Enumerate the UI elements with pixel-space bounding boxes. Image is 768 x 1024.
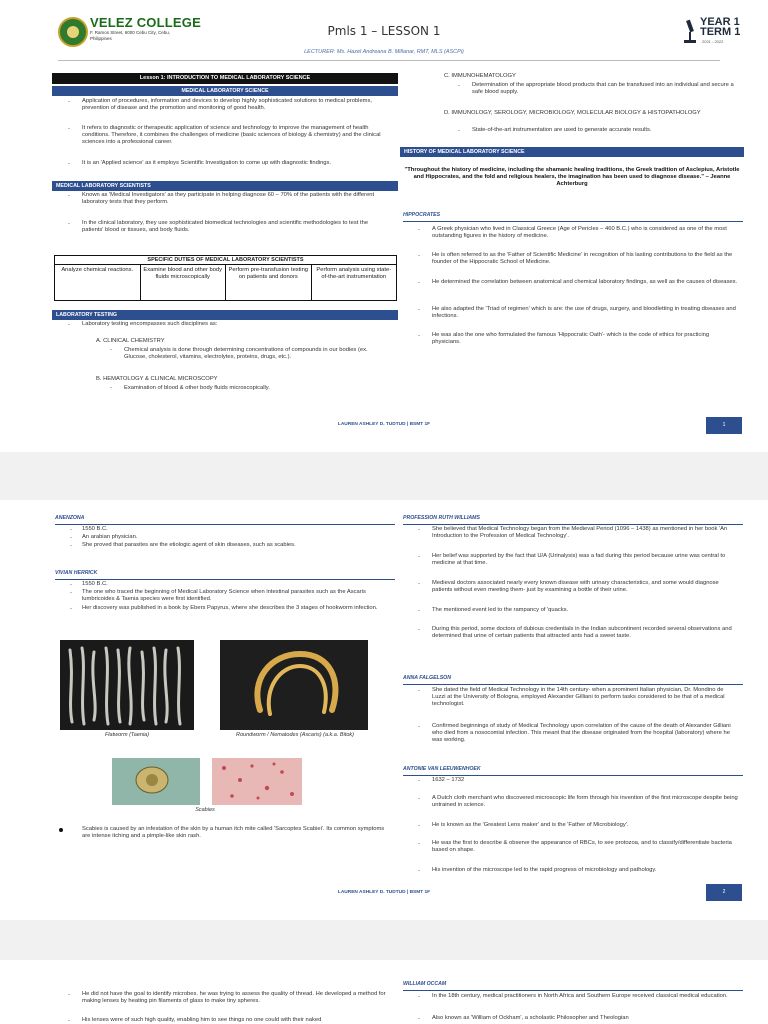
scientists-item: In the clinical laboratory, they use sophisticated biomedical technologies and scientific methodologies to test the patients' blood or tissues, and body fluids. xyxy=(82,220,369,234)
discipline-d-title: D. IMMUNOLOGY, SEROLOGY, MICROBIOLOGY, MOLECULAR BIOLOGY & HISTOPATHOLOGY xyxy=(444,110,701,116)
mls-item: It is an 'Applied science' as it employs Scientific Investigation to come up with diagnostic findings. xyxy=(82,160,332,166)
anenzona-item: An arabian physician. xyxy=(82,534,138,540)
discipline-a-title: A. CLINICAL CHEMISTRY xyxy=(96,338,165,344)
page-1: VELEZ COLLEGE F. Ramos Street, 6000 Cebu City, Cebu, Philippines Pmls 1 – LESSON 1 LECTURER: Ms. Hazel Andreana B. Millanar, RMT, MLS (ASCPi) YEAR 1 TERM 1 2021 - 2022 Lesson 1: INTRODUCTION TO MEDICAL LABORATORY SCIENCE MEDICAL LABORATORY SCIENCE - Application of procedures, information and devices to develop highly sophisticated solutions to medical problems, prevention of disease and the promotion and monitoring of good health. - It refers to diagnostic or therapeutic application of science and technology to improve the management of health conditions. Therefore, it combines the challenges of medicine (basic sciences of biology & chemistry) and the clinical sciences into a professional career. - It is an 'Applied science' as it employs Scientific Investigation to come up with diagnostic findings. MEDICAL LABORATORY SCIENTISTS - Known as 'Medical Investigators' as they participate in helping diagnose 60 – 70% of the patients with the different laboratory tests that they perform. - In the clinical laboratory, they use sophisticated biomedical technologies and scientific methodologies to test the patients' blood or tissues, and body fluids. SPECIFIC DUTIES OF MEDICAL LABORATORY SCIENTISTS Analyze chemical reactions. Examine blood and other body fluids microscopically Perform pre-transfusion testing on patients and donors Perform analysis using state-of-the-art instrumentation LABORATORY TESTING - Laboratory testing encompasses such disciplines as: A. CLINICAL CHEMISTRY - Chemical analysis is done through determining concentrations of compounds in our bodies (ex. Glucose, cholesterol, vitamins, electrolytes, proteins, drugs, etc.). B. HEMATOLOGY & CLINICAL MICROSCOPY - Examination of blood & other body fluids microscopically. C. IMMUNOHEMATOLOGY - Determination of the appropriate blood products that can be transfused into an individual and secure a safe blood supply. D. IMMUNOLOGY, SEROLOGY, MICROBIOLOGY, MOLECULAR BIOLOGY & HISTOPATHOLOGY - State-of-the-art instrumentation are used to generate accurate results. HISTORY OF MEDICAL LABORATORY SCIENCE "Throughout the history of medicine, including the shamanic healing traditions, the Greek tradition of Asclepius, Aristotle and Hippocrates, and the fold and religious healers, the imagination has been used to diagnose disease." – Jeanne Achterburg HIPPOCRATES - A Greek physician who lived in Classical Greece (Age of Pericles – 460 B.C.) who is considered as one of the most outstanding figures in the history of medicine. - He is often referred to as the 'Father of Scientific Medicine' in recognition of his lasting contributions to the field as the founder of the Hippocratic School of Medicine. - He determined the correlation between anatomical and chemical laboratory findings, as well as the causes of diseases. - He also adapted the 'Triad of regimen' which is are: the use of drugs, surgery, and bloodletting in treating diseases and infections. - He was also the one who formulated the famous 'Hippocratic Oath'- which is the code of ethics for practicing physicians. LAUREN ASHLEY D. TUDTUD | BSMT 1F 1 xyxy=(0,0,768,452)
page-footer: LAUREN ASHLEY D. TUDTUD | BSMT 1F xyxy=(337,422,431,427)
lecturer-line: LECTURER: Ms. Hazel Andreana B. Millanar, RMT, MLS (ASCPi) xyxy=(304,49,464,55)
leeuwenhoek-continued-item: He did not have the goal to identify microbes. he was trying to assess the quality of thread. He developed a method for making lenses by heating pin filaments of glass to make tiny spheres. xyxy=(82,991,386,1005)
discipline-b-title: B. HEMATOLOGY & CLINICAL MICROSCOPY xyxy=(96,376,218,382)
hippocrates-item: He determined the correlation between anatomical and chemical laboratory findings, as well as the causes of diseases. xyxy=(432,279,738,285)
leeuwenhoek-item: He is known as the 'Greatest Lens maker' and is the 'Father of Microbiology'. xyxy=(432,822,629,828)
discipline-d-text: State-of-the-art instrumentation are used to generate accurate results. xyxy=(472,127,652,133)
hippocrates-heading: HIPPOCRATES xyxy=(403,212,441,218)
roundworm-caption: Roundworm / Nematodes (Ascaris) (a.k.a. Bitok) xyxy=(236,732,354,738)
lab-testing-intro: Laboratory testing encompasses such disciplines as: xyxy=(82,321,218,327)
herrick-item: The one who traced the beginning of Medical Laboratory Science when intestinal parasites such as the Ascaris lumbricoides & Taenia species were first identified. xyxy=(82,589,366,603)
college-address: F. Ramos Street, 6000 Cebu City, Cebu, Philippines xyxy=(90,30,170,41)
duties-cell: Examine blood and other body fluids microscopically xyxy=(141,265,227,300)
hippocrates-item: He also adapted the 'Triad of regimen' which is are: the use of drugs, surgery, and bloodletting in treating diseases and infections. xyxy=(432,306,736,320)
page-gap xyxy=(0,920,768,960)
leeuwenhoek-item: A Dutch cloth merchant who discovered microscopic life form through his invention of the first microscope despite being untrained in science. xyxy=(432,795,738,809)
leeuwenhoek-continued-item: His lenses were of such high quality, enabling him to see things no one could with their naked xyxy=(82,1017,322,1023)
falgelson-heading: ANNA FALGELSON xyxy=(403,675,451,681)
microscope-icon xyxy=(682,18,698,48)
leeuwenhoek-item: His invention of the microscope led to the rapid progress of microbiology and pathology. xyxy=(432,867,657,873)
leeuwenhoek-item: He was the first to describe & observe the appearance of RBCs, to see protozoa, and to classify/differentiate bacteria based on shape. xyxy=(432,840,732,854)
duties-cell: Perform analysis using state-of-the-art instrumentation xyxy=(316,267,392,280)
page-3: - He did not have the goal to identify microbes. he was trying to assess the quality of thread. He developed a method for making lenses by heating pin filaments of glass to make tiny spheres. - His lenses were of such high quality, enabling him to see things no one could with their naked WILLIAM OCCAM - In the 18th century, medical practitioners in North Africa and Southern Europe received classical medical education. - Also known as 'William of Ockham', a scholastic Philosopher and Theologian xyxy=(0,960,768,1024)
duties-cell: Analyze chemical reactions. xyxy=(55,265,141,300)
badge-term: TERM 1 xyxy=(700,26,741,38)
scabies-caption: Scabies xyxy=(195,807,215,813)
page-gap xyxy=(0,452,768,500)
mls-item: It refers to diagnostic or therapeutic application of science and technology to improve the management of health conditions. Therefore, it combines the challenges of medicine (basic sciences of biology & chemistry) and the clinical sciences into a professional career. xyxy=(82,125,381,146)
williams-item: The mentioned event led to the rampancy of 'quacks. xyxy=(432,607,569,613)
lab-testing-section-bar: LABORATORY TESTING xyxy=(52,310,398,320)
williams-item: During this period, some doctors of dubious credentials in the Indian subcontinent recorded several observations and determined that urine of certain patients that attracted ants had a sweet taste. xyxy=(432,626,732,640)
page-number: 1 xyxy=(706,417,742,434)
scabies-mite-image xyxy=(112,758,200,805)
discipline-a-text: Chemical analysis is done through determining concentrations of compounds in our bodies (ex. Glucose, cholesterol, vitamins, electrolytes, proteins, drugs, etc.). xyxy=(124,347,368,361)
duties-table-heading: SPECIFIC DUTIES OF MEDICAL LABORATORY SCIENTISTS xyxy=(55,256,396,265)
page-number: 2 xyxy=(706,884,742,901)
anenzona-item: She proved that parasites are the etiologic agent of skin diseases, such as scabies. xyxy=(82,542,296,548)
scientists-section-bar: MEDICAL LABORATORY SCIENTISTS xyxy=(52,181,398,191)
herrick-heading: VIVIAN HERRICK xyxy=(55,570,98,576)
leeuwenhoek-item: 1632 – 1732 xyxy=(432,777,465,783)
occam-item: In the 18th century, medical practitioners in North Africa and Southern Europe received classical medical education. xyxy=(432,993,728,999)
college-name: VELEZ COLLEGE xyxy=(90,15,201,30)
falgelson-item: She dated the field of Medical Technology in the 14th century- when a prominent Italian physician, Dr. Mondino de Luzzi at the University of Bologna, employed Alexander Gilliani to perform tasks considered to be that of a medical technologist. xyxy=(432,687,725,708)
williams-item: She believed that Medical Technology began from the Medieval Period (1096 – 1438) as mentioned in her book 'An Introduction to the Profession of Medical Technology'. xyxy=(432,526,728,540)
williams-item: Her belief was supported by the fact that U/A (Urinalysis) was a fad during this period because urine was central to medicine at that time. xyxy=(432,553,726,567)
duties-row xyxy=(55,265,396,300)
duties-cell: Perform pre-transfusion testing on patients and donors xyxy=(226,265,312,300)
page-2: ANENZONA - 1550 B.C. - An arabian physician. - She proved that parasites are the etiologic agent of skin diseases, such as scabies. VIVIAN HERRICK - 1550 B.C. - The one who traced the beginning of Medical Laboratory Science when intestinal parasites such as the Ascaris lumbricoides & Taenia species were first identified. - Her discovery was published in a book by Ebers Papyrus, where she describes the 3 stages of hookworm infection. Flatworm (Taenia) Roundworm / Nematodes (Ascaris) (a.k.a. Bitok) Scabies Scabies is caused by an infestation of the skin by a human itch mite called 'Sarcoptes Scabiei'. Its common symptoms are intense itching and a pimple-like skin rash. PROFESSION RUTH WILLIAMS - She believed that Medical Technology began from the Medieval Period (1096 – 1438) as mentioned in her book 'An Introduction to the Profession of Medical Technology'. - Her belief was supported by the fact that U/A (Urinalysis) was a fad during this period because urine was central to medicine at that time. - Medieval doctors associated nearly every known disease with urinary characteristics, and some would diagnose patients without even meeting them- just by examining a bottle of their urine. - The mentioned event led to the rampancy of 'quacks. - During this period, some doctors of dubious credentials in the Indian subcontinent recorded several observations and determined that urine of certain patients that attracted ants had a sweet taste. ANNA FALGELSON - She dated the field of Medical Technology in the 14th century- when a prominent Italian physician, Dr. Mondino de Luzzi at the University of Bologna, employed Alexander Gilliani to perform tasks considered to be that of a medical technologist. - Confirmed beginnings of study of Medical Technology upon correlation of the cause of the death of Alexander Gilliani who died from a nosocomial infection. This meant that the disease originated from the hospital (laboratory) where he was working. ANTONIE VAN LEEUWENHOEK - 1632 – 1732 - A Dutch cloth merchant who discovered microscopic life form through his invention of the first microscope despite being untrained in science. - He is known as the 'Greatest Lens maker' and is the 'Father of Microbiology'. - He was the first to describe & observe the appearance of RBCs, to see protozoa, and to classify/differentiate bacteria based on shape. - His invention of the microscope led to the rapid progress of microbiology and pathology. LAUREN ASHLEY D. TUDTUD | BSMT 1F 2 xyxy=(0,500,768,920)
duties-table xyxy=(54,255,397,301)
discipline-c-text: Determination of the appropriate blood products that can be transfused into an individual and secure a safe blood supply. xyxy=(472,82,734,96)
mls-item: Application of procedures, information and devices to develop highly sophisticated solutions to medical problems, prevention of disease and the promotion and monitoring of good health. xyxy=(82,98,373,112)
header-divider xyxy=(58,60,720,61)
discipline-b-text: Examination of blood & other body fluids microscopically. xyxy=(124,385,270,391)
occam-item: Also known as 'William of Ockham', a scholastic Philosopher and Theologian xyxy=(432,1015,629,1021)
mls-section-bar: MEDICAL LABORATORY SCIENCE xyxy=(52,86,398,96)
scabies-rash-image xyxy=(212,758,302,805)
hippocrates-item: He is often referred to as the 'Father of Scientific Medicine' in recognition of his lasting contributions to the field as the founder of the Hippocratic School of Medicine. xyxy=(432,252,733,266)
williams-heading: PROFESSION RUTH WILLIAMS xyxy=(403,515,480,521)
badge-year: YEAR 1 xyxy=(700,16,740,28)
leeuwenhoek-heading: ANTONIE VAN LEEUWENHOEK xyxy=(403,766,481,772)
scabies-note: Scabies is caused by an infestation of the skin by a human itch mite called 'Sarcoptes Scabiei'. Its common symptoms are intense itching and a pimple-like skin rash. xyxy=(82,826,385,840)
herrick-item: 1550 B.C. xyxy=(82,581,108,587)
hippocrates-item: A Greek physician who lived in Classical Greece (Age of Pericles – 460 B.C.) who is considered as one of the most outstanding figures in the history of medicine. xyxy=(432,226,727,240)
flatworm-image xyxy=(60,640,194,730)
lesson-title-bar: Lesson 1: INTRODUCTION TO MEDICAL LABORATORY SCIENCE xyxy=(52,73,398,84)
page-footer: LAUREN ASHLEY D. TUDTUD | BSMT 1F xyxy=(337,890,431,895)
falgelson-item: Confirmed beginnings of study of Medical Technology upon correlation of the cause of the death of Alexander Gilliani who died from a nosocomial infection. This meant that the disease originated from the hospital (laboratory) where he was working. xyxy=(432,723,731,744)
document-title: Pmls 1 – LESSON 1 xyxy=(327,24,441,38)
williams-item: Medieval doctors associated nearly every known disease with urinary characteristics, and some would diagnose patients without even meeting them- just by examining a bottle of their urine. xyxy=(432,580,719,594)
anenzona-heading: ANENZONA xyxy=(55,515,85,521)
herrick-item: Her discovery was published in a book by Ebers Papyrus, where she describes the 3 stages of hookworm infection. xyxy=(82,605,378,611)
anenzona-item: 1550 B.C. xyxy=(82,526,108,532)
roundworm-image xyxy=(220,640,368,730)
occam-heading: WILLIAM OCCAM xyxy=(403,981,447,987)
badge-school-year: 2021 - 2022 xyxy=(702,39,724,44)
discipline-c-title: C. IMMUNOHEMATOLOGY xyxy=(444,73,516,79)
hippocrates-item: He was also the one who formulated the famous 'Hippocratic Oath'- which is the code of ethics for practicing physicians. xyxy=(432,332,710,346)
history-quote: "Throughout the history of medicine, including the shamanic healing traditions, the Greek tradition of Asclepius, Aristotle and Hippocrates, and the fold and religious healers, the imagination has been used to diagnose disease." – Jeanne Achterburg xyxy=(404,167,740,188)
scientists-item: Known as 'Medical Investigators' as they participate in helping diagnose 60 – 70% of the patients with the different laboratory tests that they perform. xyxy=(82,192,375,206)
flatworm-caption: Flatworm (Taenia) xyxy=(104,732,150,738)
history-section-bar: HISTORY OF MEDICAL LABORATORY SCIENCE xyxy=(400,147,744,157)
